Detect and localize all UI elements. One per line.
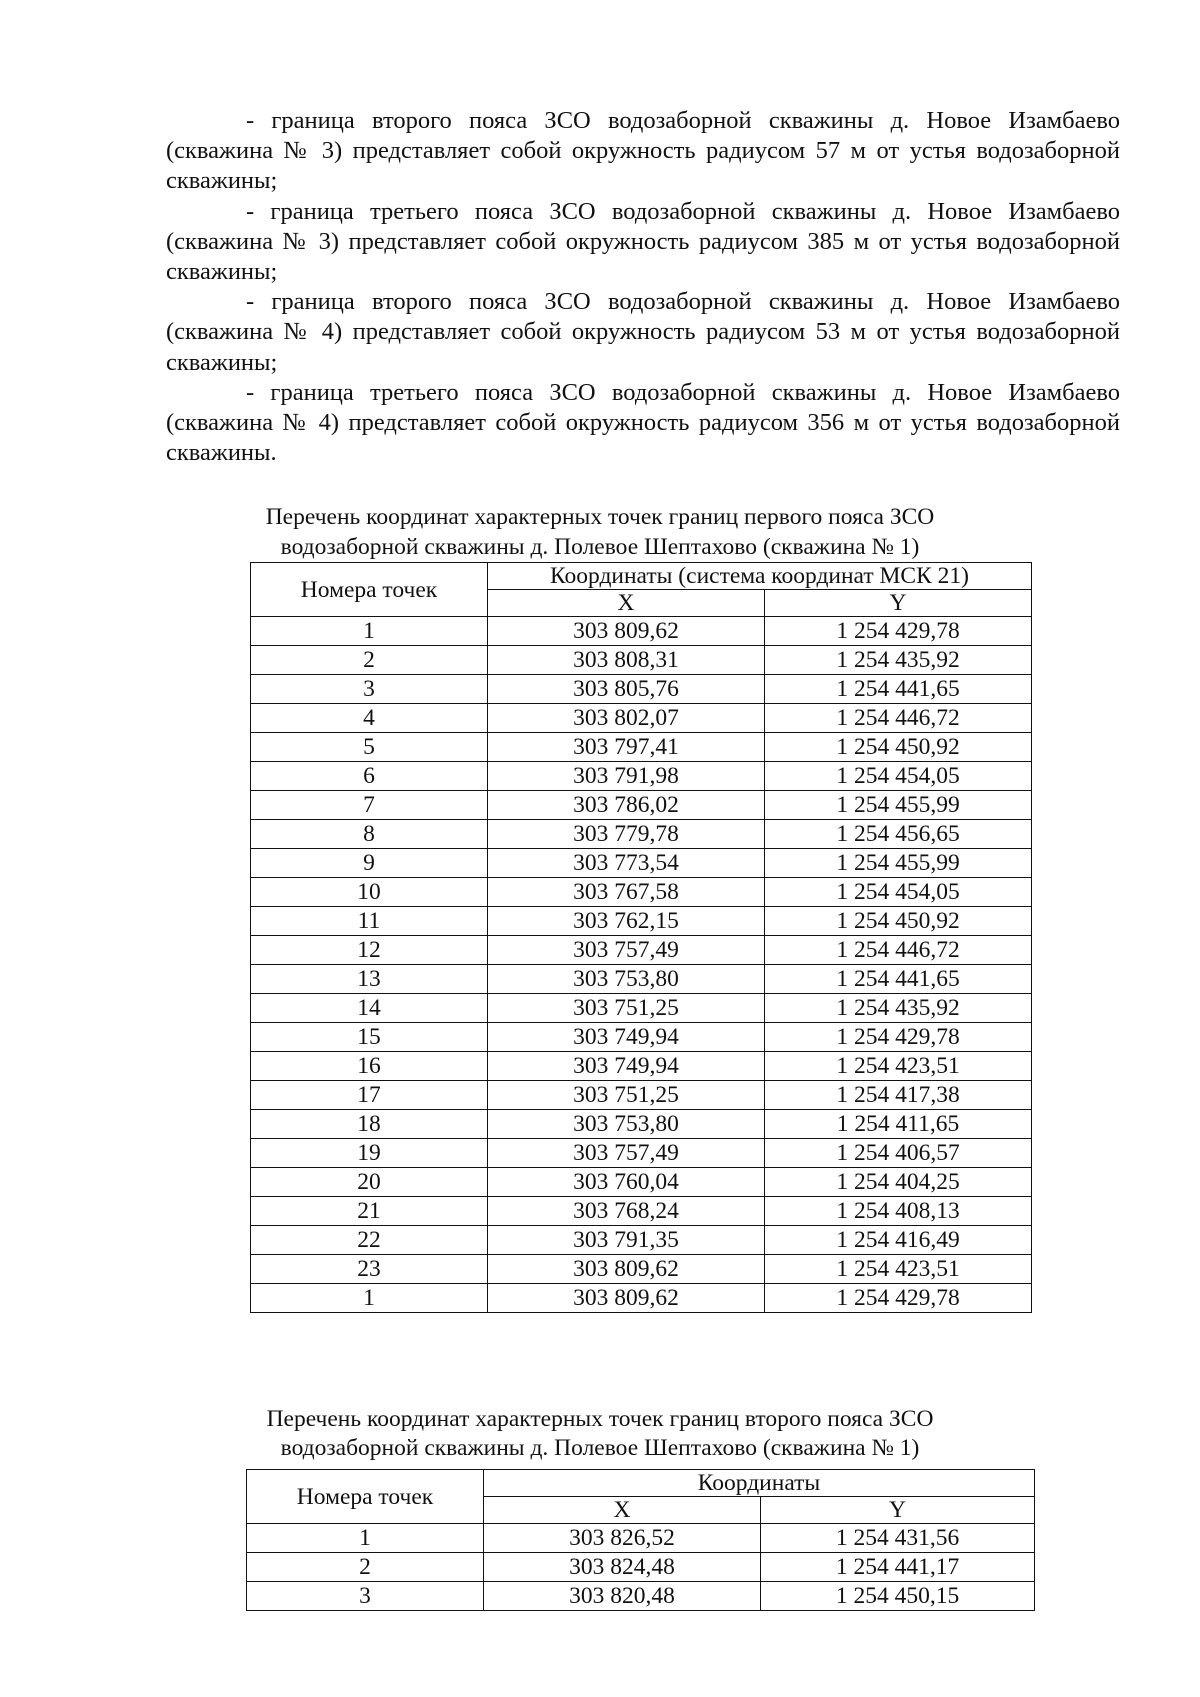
x-coordinate-cell: 303 809,62 [488,1255,765,1284]
point-number-cell: 12 [251,936,488,965]
y-coordinate-cell: 1 254 429,78 [765,1284,1032,1313]
point-number-cell: 15 [251,1023,488,1052]
x-coordinate-cell: 303 779,78 [488,820,765,849]
x-coordinate-cell: 303 762,15 [488,907,765,936]
table-row [251,617,1032,646]
point-number-cell: 6 [251,762,488,791]
paragraph: - граница второго пояса ЗСО водозаборной скважины д. Новое Изамбаево (скважина № 4) представляет собой окружность радиусом 53 м от устья водозаборной скважины; [166,288,1120,376]
point-number-cell: 19 [251,1139,488,1168]
table-row [251,1197,1032,1226]
x-coordinate-cell: 303 805,76 [488,675,765,704]
x-coordinate-cell: 303 773,54 [488,849,765,878]
table-row [247,1524,1035,1553]
x-coordinate-cell: 303 809,62 [488,1284,765,1313]
point-number-cell: 13 [251,965,488,994]
y-coordinate-cell: 1 254 441,17 [761,1553,1035,1582]
table-row [251,994,1032,1023]
point-number-cell: 5 [251,733,488,762]
point-number-cell: 14 [251,994,488,1023]
point-number-cell: 17 [251,1081,488,1110]
table-row [251,1110,1032,1139]
point-number-cell: 1 [251,617,488,646]
x-coordinate-cell: 303 751,25 [488,994,765,1023]
x-coordinate-cell: 303 809,62 [488,617,765,646]
y-coordinate-cell: 1 254 450,92 [765,907,1032,936]
y-coordinate-cell: 1 254 417,38 [765,1081,1032,1110]
point-number-cell: 7 [251,791,488,820]
point-number-cell: 23 [251,1255,488,1284]
table-row [251,1168,1032,1197]
table-row [247,1582,1035,1611]
paragraph: - граница третьего пояса ЗСО водозаборной скважины д. Новое Изамбаево (скважина № 4) представляет собой окружность радиусом 356 м от устья водозаборной скважины. [166,378,1120,467]
table-row [251,1081,1032,1110]
y-coordinate-cell: 1 254 450,92 [765,733,1032,762]
y-coordinate-cell: 1 254 406,57 [765,1139,1032,1168]
paragraph: - граница третьего пояса ЗСО водозаборной скважины д. Новое Изамбаево (скважина № 3) представляет собой окружность радиусом 385 м от устья водозаборной скважины; [166,197,1120,286]
header-x: X [488,590,765,617]
x-coordinate-cell: 303 751,25 [488,1081,765,1110]
y-coordinate-cell: 1 254 416,49 [765,1226,1032,1255]
x-coordinate-cell: 303 749,94 [488,1023,765,1052]
table-row [251,1139,1032,1168]
point-number-cell: 18 [251,1110,488,1139]
y-coordinate-cell: 1 254 455,99 [765,849,1032,878]
table1-caption-line1: Перечень координат характерных точек границ первого пояса ЗСО [265,504,935,530]
table1-body [251,617,1032,1313]
point-number-cell: 1 [247,1524,484,1553]
x-coordinate-cell: 303 753,80 [488,965,765,994]
y-coordinate-cell: 1 254 455,99 [765,791,1032,820]
point-number-cell: 10 [251,878,488,907]
point-number-cell: 20 [251,1168,488,1197]
y-coordinate-cell: 1 254 435,92 [765,646,1032,675]
table-row [251,878,1032,907]
table-row [251,1255,1032,1284]
y-coordinate-cell: 1 254 423,51 [765,1052,1032,1081]
point-number-cell: 11 [251,907,488,936]
y-coordinate-cell: 1 254 435,92 [765,994,1032,1023]
point-number-cell: 3 [247,1582,484,1611]
table2-coordinates [246,1469,1035,1611]
header-y: Y [761,1497,1035,1524]
header-y: Y [765,590,1032,617]
y-coordinate-cell: 1 254 441,65 [765,965,1032,994]
y-coordinate-cell: 1 254 454,05 [765,762,1032,791]
x-coordinate-cell: 303 749,94 [488,1052,765,1081]
y-coordinate-cell: 1 254 456,65 [765,820,1032,849]
table-row [251,1226,1032,1255]
table-row [247,1553,1035,1582]
y-coordinate-cell: 1 254 408,13 [765,1197,1032,1226]
header-points: Номера точек [251,563,488,617]
header-x: X [484,1497,761,1524]
header-points: Номера точек [247,1470,484,1524]
x-coordinate-cell: 303 767,58 [488,878,765,907]
x-coordinate-cell: 303 791,98 [488,762,765,791]
y-coordinate-cell: 1 254 450,15 [761,1582,1035,1611]
point-number-cell: 2 [251,646,488,675]
y-coordinate-cell: 1 254 423,51 [765,1255,1032,1284]
point-number-cell: 1 [251,1284,488,1313]
y-coordinate-cell: 1 254 446,72 [765,936,1032,965]
table-row [251,704,1032,733]
table2-caption-line1: Перечень координат характерных точек границ второго пояса ЗСО [266,1406,934,1432]
table-row [251,907,1032,936]
y-coordinate-cell: 1 254 441,65 [765,675,1032,704]
x-coordinate-cell: 303 808,31 [488,646,765,675]
y-coordinate-cell: 1 254 446,72 [765,704,1032,733]
table1-coordinates [250,562,1032,1313]
y-coordinate-cell: 1 254 431,56 [761,1524,1035,1553]
x-coordinate-cell: 303 768,24 [488,1197,765,1226]
x-coordinate-cell: 303 791,35 [488,1226,765,1255]
table-row [251,1052,1032,1081]
x-coordinate-cell: 303 757,49 [488,936,765,965]
x-coordinate-cell: 303 797,41 [488,733,765,762]
table1-caption-line2: водозаборной скважины д. Полевое Шептахово (скважина № 1) [280,534,920,560]
x-coordinate-cell: 303 802,07 [488,704,765,733]
point-number-cell: 3 [251,675,488,704]
y-coordinate-cell: 1 254 429,78 [765,1023,1032,1052]
table-row [251,675,1032,704]
x-coordinate-cell: 303 757,49 [488,1139,765,1168]
table-row [251,820,1032,849]
table-row [251,936,1032,965]
table2-body [247,1524,1035,1611]
y-coordinate-cell: 1 254 429,78 [765,617,1032,646]
y-coordinate-cell: 1 254 411,65 [765,1110,1032,1139]
point-number-cell: 22 [251,1226,488,1255]
header-coords: Координаты [484,1470,1035,1497]
table-row [251,791,1032,820]
x-coordinate-cell: 303 753,80 [488,1110,765,1139]
x-coordinate-cell: 303 786,02 [488,791,765,820]
table-row [251,965,1032,994]
paragraph-block [166,106,1120,468]
point-number-cell: 2 [247,1553,484,1582]
header-coords: Координаты (система координат МСК 21) [488,563,1032,590]
point-number-cell: 9 [251,849,488,878]
table-row [251,762,1032,791]
point-number-cell: 16 [251,1052,488,1081]
table-row [251,646,1032,675]
point-number-cell: 4 [251,704,488,733]
table2-caption-line2: водозаборной скважины д. Полевое Шептахово (скважина № 1) [280,1435,920,1461]
table-row [251,1023,1032,1052]
x-coordinate-cell: 303 826,52 [484,1524,761,1553]
point-number-cell: 8 [251,820,488,849]
x-coordinate-cell: 303 820,48 [484,1582,761,1611]
y-coordinate-cell: 1 254 454,05 [765,878,1032,907]
table-row [251,1284,1032,1313]
paragraph: - граница второго пояса ЗСО водозаборной скважины д. Новое Изамбаево (скважина № 3) представляет собой окружность радиусом 57 м от устья водозаборной скважины; [166,107,1120,195]
x-coordinate-cell: 303 760,04 [488,1168,765,1197]
point-number-cell: 21 [251,1197,488,1226]
y-coordinate-cell: 1 254 404,25 [765,1168,1032,1197]
table-row [251,849,1032,878]
table-row [251,733,1032,762]
x-coordinate-cell: 303 824,48 [484,1553,761,1582]
